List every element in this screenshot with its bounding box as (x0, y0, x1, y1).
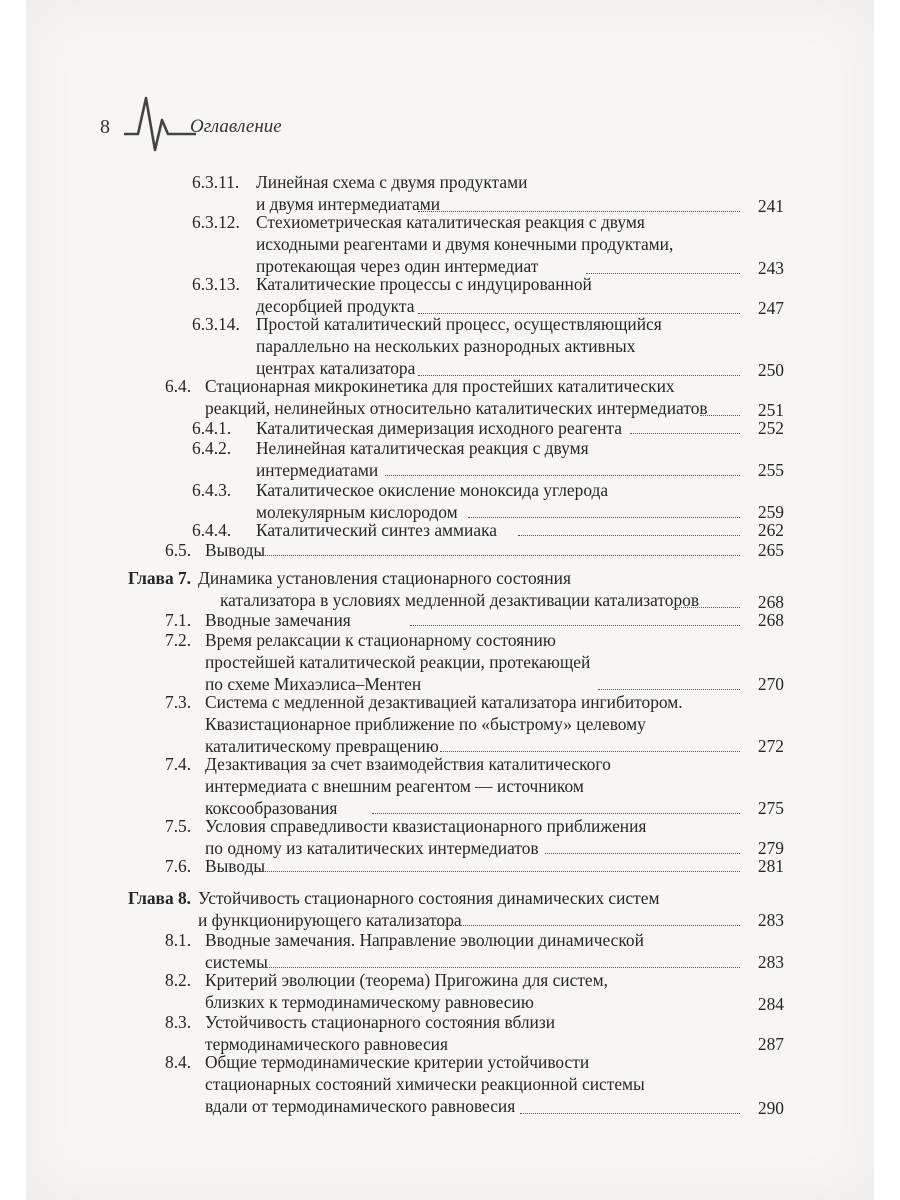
heartbeat-pulse-icon (124, 92, 196, 158)
toc-entry-title-line: Устойчивость стационарного состояния вблизи (205, 1012, 556, 1032)
toc-entry-title (205, 539, 265, 561)
toc-entry-number: 8.3. (165, 1012, 192, 1032)
toc-entry-title-line: реакций, нелинейных относительно каталитических интермедиатов (205, 398, 708, 418)
toc-entry-title (256, 273, 592, 317)
toc-entry-title-line: интермедиата с внешним реагентом — источником (205, 776, 584, 796)
toc-page-number: 251 (757, 400, 784, 420)
toc-entry-number: 6.3.12. (192, 212, 240, 232)
dot-leader (432, 925, 740, 926)
toc-entry-title-line: десорбцией продукта (256, 296, 415, 316)
toc-page-number: 268 (757, 610, 784, 630)
dot-leader (700, 415, 740, 416)
toc-entry-number: Глава 7. (128, 568, 192, 588)
toc-entry-title-line: простейшей каталитической реакции, протекающей (205, 652, 591, 672)
toc-entry-title-line: Дезактивация за счет взаимодействия каталитического (205, 754, 611, 774)
toc-entry-title-line: системы (205, 952, 268, 972)
toc-entry-number: 7.2. (165, 630, 192, 650)
toc-entry-number: 7.4. (165, 754, 192, 774)
page-number: 8 (100, 116, 110, 138)
dot-leader (385, 475, 740, 476)
toc-entry-title-line: близких к термодинамическому равновесию (205, 992, 534, 1012)
toc-entry-title-line: Динамика установления стационарного состояния (198, 568, 571, 588)
dot-leader (598, 689, 740, 690)
toc-entry-title (205, 969, 608, 1013)
toc-page-number: 275 (757, 798, 784, 818)
toc-entry-title (256, 171, 527, 215)
toc-entry-title-line: Стационарная микрокинетика для простейших каталитических (205, 376, 675, 396)
toc-entry-number: 6.3.14. (192, 314, 240, 334)
toc-entry-number: 6.3.13. (192, 274, 240, 294)
toc-entry-title-line: Вводные замечания. Направление эволюции динамической (205, 930, 644, 950)
toc-page-number: 279 (757, 838, 784, 858)
toc-entry-title-line: интермедиатами (256, 460, 379, 480)
toc-entry-number: 7.1. (165, 610, 192, 630)
toc-entry-title (256, 313, 662, 379)
toc-entry-title-line: Нелинейная каталитическая реакция с двумя (256, 438, 589, 458)
toc-entry-title-line: каталитическому превращению (205, 736, 439, 756)
toc-entry-title-line: центрах катализатора (256, 358, 416, 378)
toc-entry-title-line: по одному из каталитических интермедиатов (205, 838, 539, 858)
dot-leader (440, 751, 740, 752)
toc-entry-number: 7.3. (165, 692, 192, 712)
toc-entry-number: 7.6. (165, 856, 192, 876)
toc-entry-title-line: параллельно на нескольких разнородных активных (256, 336, 636, 356)
toc-page-number: 243 (757, 258, 784, 278)
dot-leader (372, 813, 740, 814)
dot-leader (520, 1113, 740, 1114)
toc-entry-title (256, 417, 622, 439)
toc-entry-number: 6.4. (165, 376, 192, 396)
toc-page-number: 284 (757, 994, 784, 1014)
toc-page-number: 241 (757, 196, 784, 216)
toc-entry-title (205, 629, 590, 695)
toc-page-number: 287 (757, 1034, 784, 1054)
toc-entry-title-line: Каталитический синтез аммиака (256, 520, 497, 540)
toc-page-number: 272 (757, 736, 784, 756)
page-header (100, 92, 500, 162)
toc-entry-title (198, 567, 699, 611)
toc-entry-title-line: исходными реагентами и двумя конечными продуктами, (256, 234, 674, 254)
toc-entry-number: 8.2. (165, 970, 192, 990)
toc-page-number: 290 (757, 1098, 784, 1118)
dot-leader (672, 607, 740, 608)
toc-entry-title-line: Система с медленной дезактивацией катализатора ингибитором. (205, 692, 683, 712)
toc-entry-title (205, 753, 611, 819)
toc-entry-number: 6.3.11. (192, 172, 240, 192)
dot-leader (468, 517, 740, 518)
toc-entry-number: 8.4. (165, 1052, 192, 1072)
toc-entry-title-line: и двумя интермедиатами (256, 194, 441, 214)
toc-page-number: 259 (757, 502, 784, 522)
toc-entry-title (205, 1011, 555, 1055)
dot-leader (260, 555, 740, 556)
toc-entry-title-line: Выводы (205, 540, 266, 560)
toc-entry-number: 6.4.4. (192, 520, 232, 540)
toc-entry-title-line: Квазистационарное приближение по «быстрому» целевому (205, 714, 646, 734)
toc-entry-title-line: Каталитические процессы с индуцированной (256, 274, 592, 294)
toc-page-number: 281 (757, 856, 784, 876)
toc-entry-title (205, 691, 683, 757)
toc-entry-number: 6.4.3. (192, 480, 232, 500)
toc-entry-title-line: Устойчивость стационарного состояния динамических систем (198, 888, 660, 908)
toc-page-number: 262 (757, 520, 784, 540)
toc-entry-number: 8.1. (165, 930, 192, 950)
toc-entry-title (205, 855, 265, 877)
toc-entry-title (256, 211, 673, 277)
toc-entry-title-line: Линейная схема с двумя продуктами (256, 172, 528, 192)
toc-entry-title-line: термодинамического равновесия (205, 1034, 448, 1054)
dot-leader (545, 853, 740, 854)
toc-page-number: 250 (757, 360, 784, 380)
toc-entry-title (205, 375, 708, 419)
toc-entry-number: 7.5. (165, 816, 192, 836)
toc-entry-title-line: и функционирующего катализатора (198, 910, 462, 930)
toc-entry-title-line: Вводные замечания (205, 610, 351, 630)
toc-page-number: 252 (757, 418, 784, 438)
toc-entry-title-line: Время релаксации к стационарному состоянию (205, 630, 556, 650)
running-title: Оглавление (190, 116, 282, 137)
toc-entry-title-line: Условия справедливости квазистационарного приближения (205, 816, 647, 836)
toc-entry-title-line: Общие термодинамические критерии устойчивости (205, 1052, 590, 1072)
toc-entry-title-line: молекулярным кислородом (256, 502, 458, 522)
toc-entry-title-line: коксообразования (205, 798, 338, 818)
toc-entry-title (256, 519, 497, 541)
toc-entry-title-line: Стехиометрическая каталитическая реакция с двумя (256, 212, 645, 232)
toc-entry-title-line: протекающая через один интермедиат (256, 256, 539, 276)
toc-entry-title-line: Выводы (205, 856, 266, 876)
toc-entry-title (205, 609, 351, 631)
dot-leader (260, 871, 740, 872)
toc-entry-number: 6.5. (165, 540, 192, 560)
toc-entry-title-line: катализатора в условиях медленной дезактивации катализаторов (220, 590, 700, 610)
toc-entry-title-line: Каталитическая димеризация исходного реагента (256, 418, 622, 438)
dot-leader (518, 535, 740, 536)
toc-entry-number: 6.4.2. (192, 438, 232, 458)
toc-page-number: 268 (757, 592, 784, 612)
toc-entry-title (205, 1051, 645, 1117)
toc-page-number: 247 (757, 298, 784, 318)
toc-page-number: 255 (757, 460, 784, 480)
dot-leader (630, 433, 740, 434)
toc-page-number: 283 (757, 910, 784, 930)
toc-entry-number: Глава 8. (128, 888, 192, 908)
toc-entry-title-line: Критерий эволюции (теорема) Пригожина для систем, (205, 970, 609, 990)
toc-entry-title-line: Каталитическое окисление моноксида углерода (256, 480, 609, 500)
toc-entry-title-line: стационарных состояний химически реакционной системы (205, 1074, 645, 1094)
toc-page-number: 270 (757, 674, 784, 694)
toc-entry-title-line: по схеме Михаэлиса–Ментен (205, 674, 422, 694)
toc-entry-number: 6.4.1. (192, 418, 232, 438)
toc-entry-title-line: Простой каталитический процесс, осуществляющийся (256, 314, 662, 334)
dot-leader (260, 967, 740, 968)
toc-page-number: 283 (757, 952, 784, 972)
dot-leader (410, 625, 740, 626)
toc-page-number: 265 (757, 540, 784, 560)
toc-entry-title-line: вдали от термодинамического равновесия (205, 1096, 516, 1116)
dot-leader (586, 273, 740, 274)
